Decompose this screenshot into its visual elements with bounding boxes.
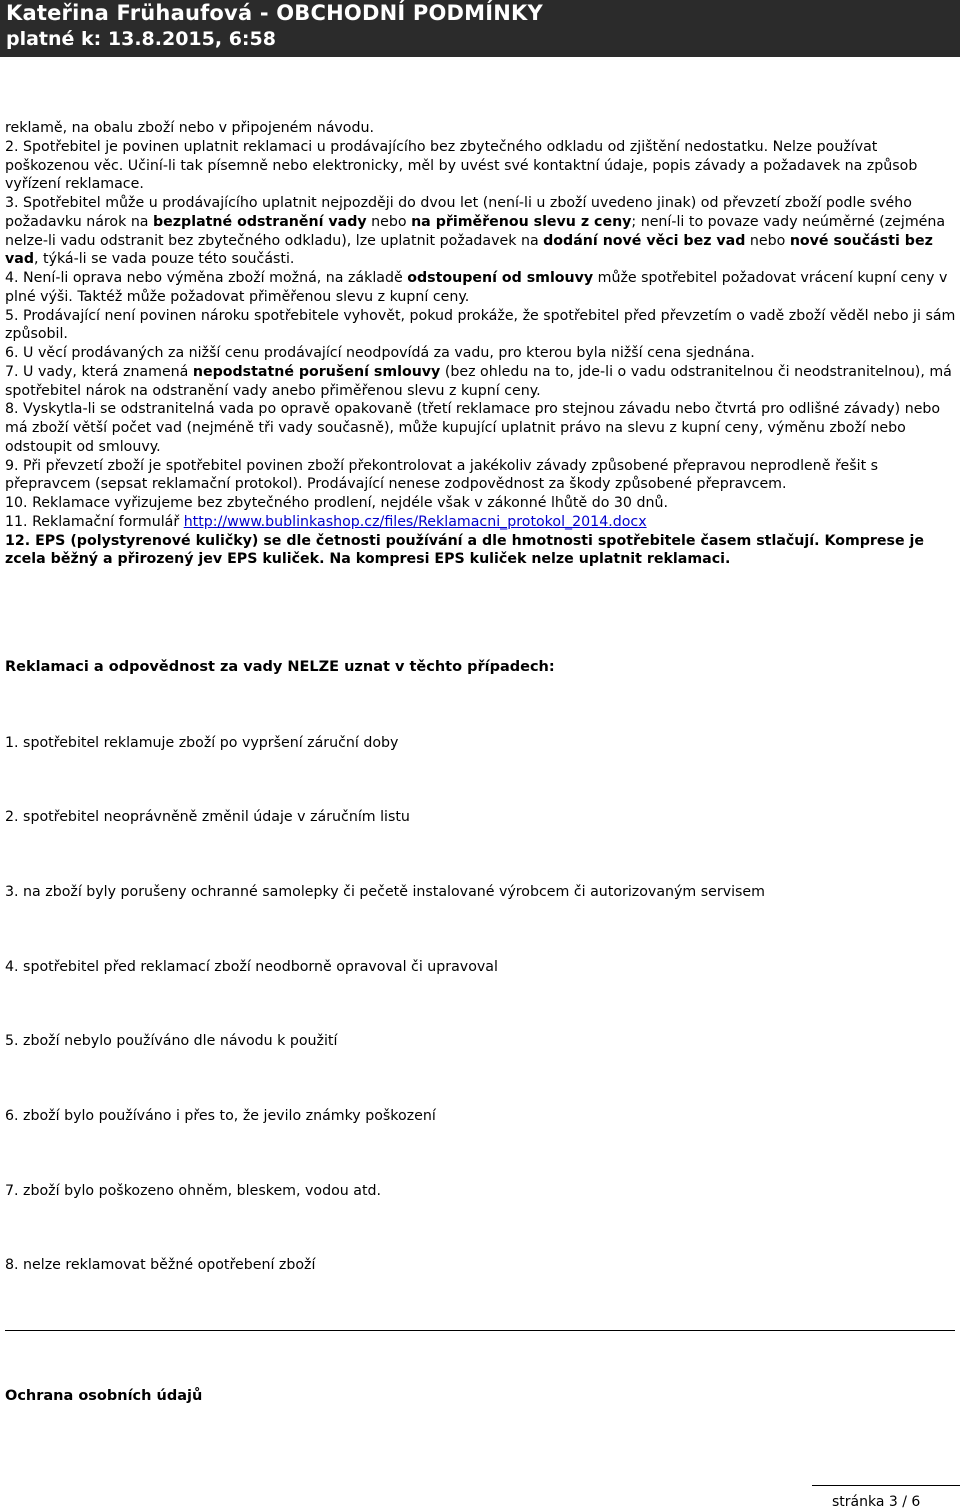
p4-text-a: 4. Není-li oprava nebo výměna zboží možná, na základě [5, 270, 408, 286]
p3-text-i: , týká-li se vada pouze této součásti. [33, 251, 295, 268]
paragraph-5: 5. Prodávající není povinen nároku spotřebitele vyhovět, pokud prokáže, že spotřebitel před převzetím o vadě zboží věděl nebo ji sám způsobil. [5, 307, 956, 343]
claim-form-link[interactable]: http://www.bublinkashop.cz/files/Reklamacni_protokol_2014.docx [183, 513, 647, 530]
paragraph-6: 6. U věcí prodávaných za nižší cenu prodávající neodpovídá za vadu, pro kterou byla nižší cena sjednána. [5, 345, 755, 361]
privacy-section-title: Ochrana osobních údajů [5, 1388, 203, 1404]
footer-divider [812, 1485, 960, 1486]
paragraph-11 [5, 513, 957, 532]
claims-item: 8. nelze reklamovat běžné opotřebení zboží [5, 1257, 316, 1273]
paragraph-7 [5, 363, 957, 401]
claims-section-title: Reklamaci a odpovědnost za vady NELZE uznat v těchto případech: [5, 659, 555, 675]
p7-text-c: (bez ohledu na to, jde-li o vadu odstranitelnou či neodstranitelnou), má spotřebitel nárok na odstranění vady anebo přiměřenou slevu z kupní ceny. [5, 363, 952, 399]
paragraph-3 [5, 194, 957, 269]
p3-bold-new-item: dodání nové věci bez vad [543, 232, 746, 249]
p7-text-a: 7. U vady, která znamená [5, 363, 193, 380]
p11-label: 11. Reklamační formulář [5, 513, 184, 530]
paragraph-4 [5, 269, 957, 307]
paragraph-2: 2. Spotřebitel je povinen uplatnit reklamaci u prodávajícího bez zbytečného odkladu od zjištění nedostatku. Nelze používat poškozenou věc. Učiní-li tak písemně nebo elektronicky, měl by uvést své kontaktní údaje, popis závady a požadavek na způsob vyřízení reklamace. [5, 138, 918, 193]
page-number: stránka 3 / 6 [832, 1494, 921, 1510]
paragraph-1: reklamě, na obalu zboží nebo v připojeném návodu. [5, 120, 374, 136]
claims-item: 1. spotřebitel reklamuje zboží po vypršení záruční doby [5, 735, 399, 751]
section-divider [5, 1330, 955, 1331]
claims-item: 5. zboží nebylo používáno dle návodu k použití [5, 1033, 338, 1049]
claims-item: 4. spotřebitel před reklamací zboží neodborně opravoval či upravoval [5, 959, 498, 975]
claims-item: 3. na zboží byly porušeny ochranné samolepky či pečetě instalované výrobcem či autorizovaným servisem [5, 884, 765, 900]
p7-bold-breach: nepodstatné porušení smlouvy [192, 363, 441, 380]
p4-text-c: může spotřebitel požadovat vrácení kupní ceny v plné výši. Taktéž může požadovat přiměřenou slevu z kupní ceny. [5, 270, 948, 305]
p3-text-e: ; není-li to povaze vady neúměrné (zejména nelze-li vadu odstranit bez zbytečného odkladu), lze uplatnit požadavek na [5, 213, 946, 249]
document-title: Kateřina Frühaufová - OBCHODNÍ PODMÍNKY [6, 1, 543, 25]
p3-bold-discount: na přiměřenou slevu z ceny [411, 213, 632, 230]
claims-item: 2. spotřebitel neoprávněně změnil údaje v záručním listu [5, 809, 410, 825]
p3-text-c: nebo [366, 213, 412, 230]
document-header [0, 0, 960, 57]
claims-item: 6. zboží bylo používáno i přes to, že jevilo známky poškození [5, 1108, 436, 1124]
paragraph-8: 8. Vyskytla-li se odstranitelná vada po opravě opakovaně (třetí reklamace pro stejnou závadu nebo čtvrtá pro odlišné závady) nebo má zboží větší počet vad (nejméně tři vady současně), může kupující uplatnit právo na slevu z kupní ceny, výměnu zboží nebo odstoupit od smlouvy. [5, 401, 941, 455]
p3-bold-new-part: nové součásti bez vad [5, 232, 933, 268]
terms-body [5, 119, 957, 569]
claims-item: 7. zboží bylo poškozeno ohněm, bleskem, vodou atd. [5, 1183, 382, 1199]
p3-text-a: 3. Spotřebitel může u prodávajícího uplatnit nejpozději do dvou let (není-li u zboží uvedeno jinak) od převzetí zboží podle svého požadavku nárok na [5, 195, 912, 230]
paragraph-10: 10. Reklamace vyřizujeme bez zbytečného prodlení, nejdéle však v zákonné lhůtě do 30 dnů. [5, 495, 668, 511]
paragraph-9: 9. Při převzetí zboží je spotřebitel povinen zboží překontrolovat a jakékoliv závady způsobené přepravou neprodleně řešit s přepravcem (sepsat reklamační protokol). Prodávající nenese zodpovědnost za škody způsobené přepravcem. [5, 457, 879, 493]
p3-text-g: nebo [745, 232, 790, 249]
p4-bold-withdrawal: odstoupení od smlouvy [407, 270, 594, 286]
document-date: platné k: 13.8.2015, 6:58 [6, 28, 276, 50]
p3-bold-free-repair: bezplatné odstranění vady [153, 213, 367, 230]
paragraph-12: 12. EPS (polystyrenové kuličky) se dle četnosti používání a dle hmotnosti spotřebitele časem stlačují. Komprese je zcela běžný a přirozený jev EPS kuliček. Na kompresi EPS kuliček nelze uplatnit reklamaci. [5, 532, 924, 568]
